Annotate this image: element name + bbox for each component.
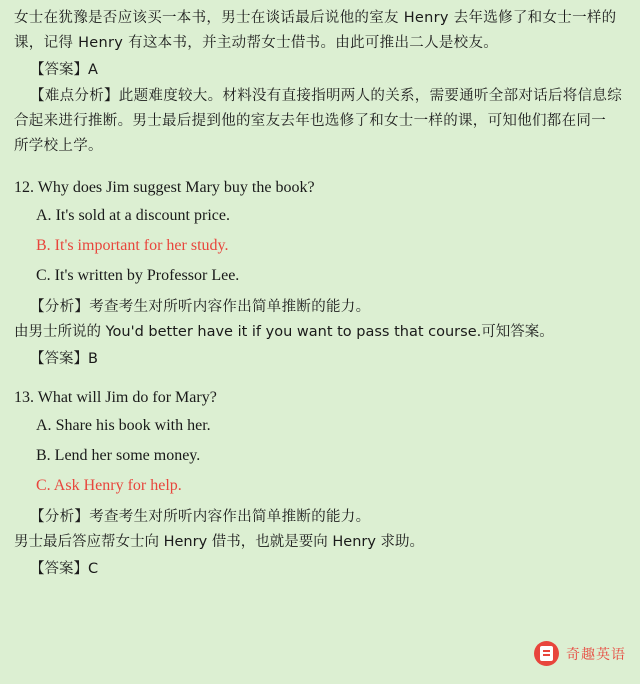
question-13-text: What will Jim do for Mary? — [37, 389, 217, 406]
option-text: It's important for her study. — [54, 237, 229, 254]
question-13-option-b[interactable] — [14, 441, 624, 471]
question-13-number: 13. — [14, 389, 34, 406]
option-text: It's written by Professor Lee. — [54, 267, 240, 284]
option-label: A. — [36, 207, 52, 224]
question-13-explanation: 男士最后答应帮女士向 Henry 借书，也就是要向 Henry 求助。 — [14, 534, 425, 550]
option-text: It's sold at a discount price. — [55, 207, 230, 224]
difficulty-line-3: 所学校上学。 — [14, 138, 103, 154]
question-13-analysis: 【分析】考查考生对所听内容作出简单推断的能力。 — [30, 509, 371, 525]
book-logo-icon — [534, 641, 559, 666]
option-text: Share his book with her. — [55, 417, 211, 434]
option-label: C. — [36, 267, 51, 284]
question-13-option-a[interactable] — [14, 411, 624, 441]
answer-11: 【答案】A — [30, 62, 98, 78]
option-label: B. — [36, 237, 51, 254]
question-12-number: 12. — [14, 179, 34, 196]
question-12-analysis: 【分析】考查考生对所听内容作出简单推断的能力。 — [30, 299, 371, 315]
question-12-option-b[interactable] — [14, 231, 624, 261]
watermark-badge — [534, 641, 626, 666]
question-13 — [14, 385, 624, 411]
question-12 — [14, 175, 624, 201]
option-label: C. — [36, 477, 51, 494]
question-12-explanation: 由男士所说的 You'd better have it if you want to pass that course.可知答案。 — [14, 324, 554, 340]
option-text: Lend her some money. — [54, 447, 201, 464]
difficulty-line-1: 【难点分析】此题难度较大。材料没有直接指明两人的关系，需要通听全部对话后将信息综 — [30, 88, 622, 104]
explanation-line-2: 课，记得 Henry 有这本书，并主动帮女士借书。由此可推出二人是校友。 — [14, 35, 499, 51]
option-text: Ask Henry for help. — [53, 477, 182, 494]
question-13-answer: 【答案】C — [30, 561, 99, 577]
question-12-answer: 【答案】B — [30, 351, 98, 367]
explanation-line-1: 女士在犹豫是否应该买一本书，男士在谈话最后说他的室友 Henry 去年选修了和女士一样的 — [14, 10, 617, 26]
question-12-text: Why does Jim suggest Mary buy the book? — [37, 179, 315, 196]
question-12-option-a[interactable] — [14, 201, 624, 231]
difficulty-line-2: 合起来进行推断。男士最后提到他的室友去年也选修了和女士一样的课，可知他们都在同一 — [14, 113, 606, 129]
option-label: A. — [36, 417, 52, 434]
option-label: B. — [36, 447, 51, 464]
watermark-text: 奇趣英语 — [566, 646, 626, 663]
question-13-option-c[interactable] — [14, 471, 624, 501]
question-12-option-c[interactable] — [14, 261, 624, 291]
